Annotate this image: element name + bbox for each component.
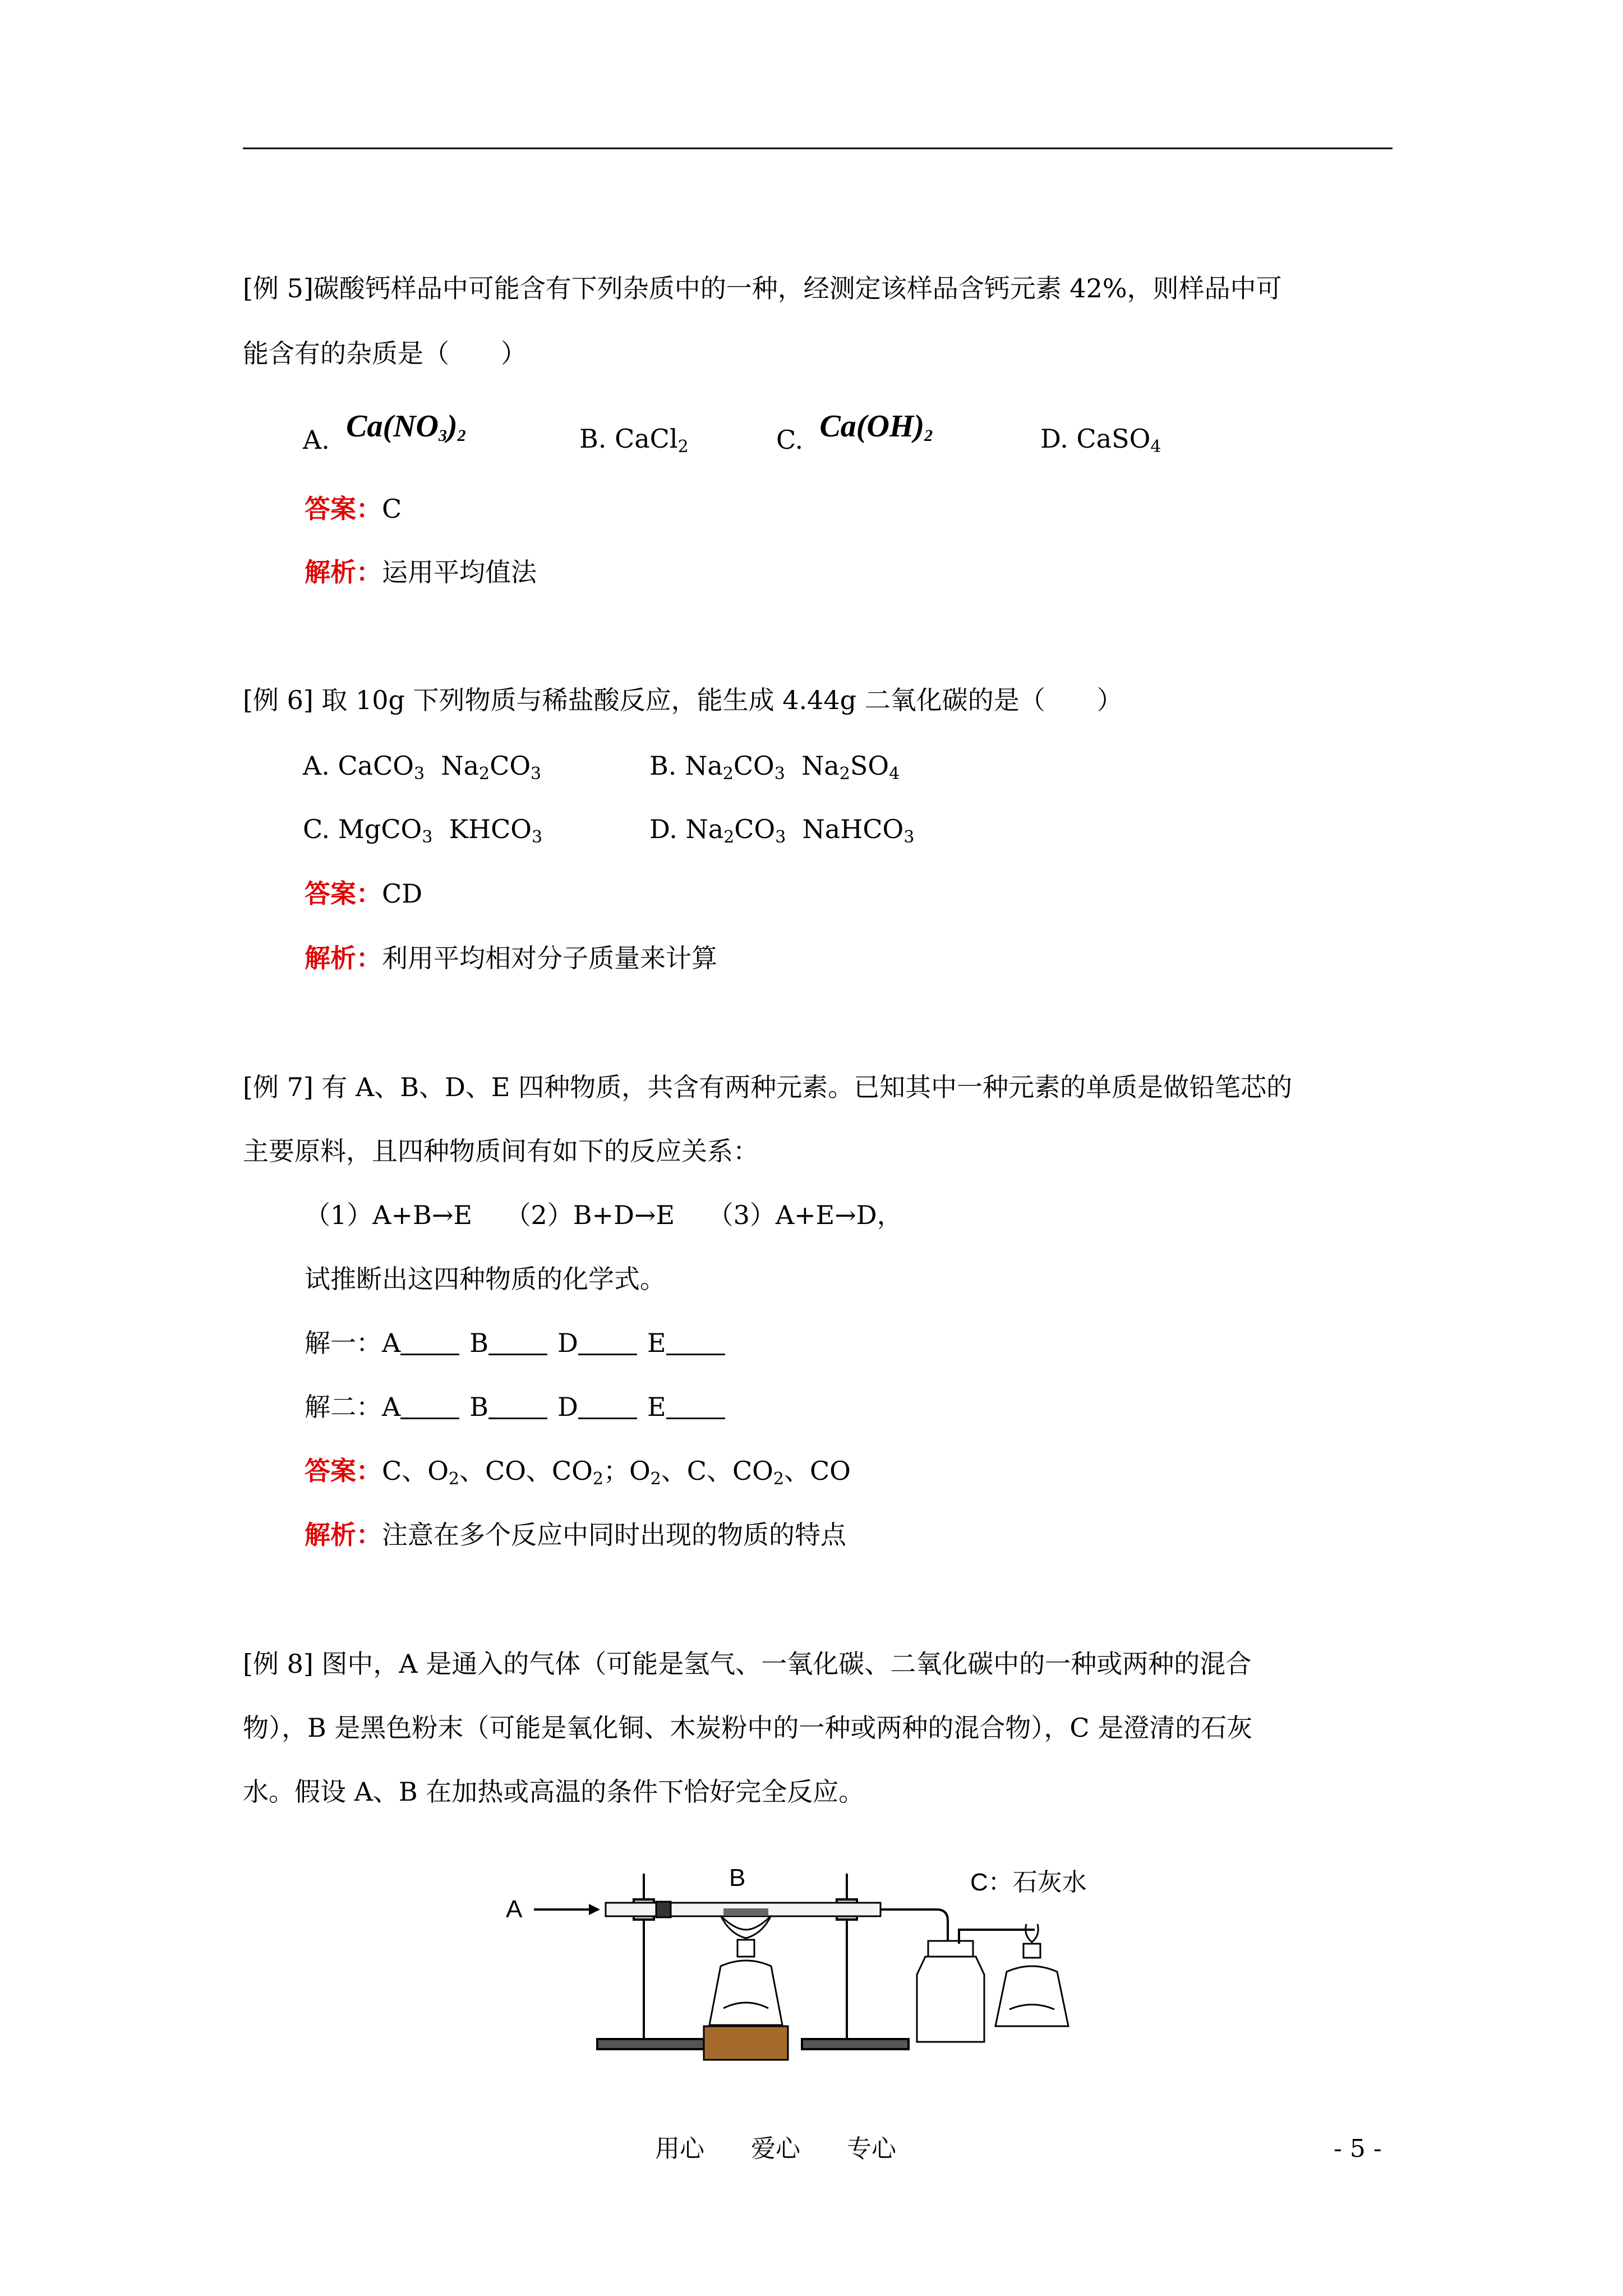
ex8-line2: 物），B 是黑色粉末（可能是氧化铜、木炭粉中的一种或两种的混合物），C 是澄清的石灰 xyxy=(243,1713,1253,1743)
arrow-right-icon: → xyxy=(634,1200,656,1230)
answer-blank[interactable] xyxy=(488,1329,547,1355)
label-a: A xyxy=(506,1895,523,1923)
ex5-line2: 能含有的杂质是（ ） xyxy=(243,338,527,369)
ex7-line1: [例 7] 有 A、B、D、E 四种物质，共含有两种元素。已知其中一种元素的单质是做铅笔芯的 xyxy=(243,1072,1293,1102)
ex5-option-a: A. $Ca(NO_3)_2$ xyxy=(303,409,466,455)
ex6-analysis: 解析：利用平均相对分子质量来计算 xyxy=(305,943,717,973)
footer-motto-1: 用心 xyxy=(655,2134,704,2163)
answer-blank[interactable] xyxy=(400,1329,459,1355)
ex5-answer: 答案：C xyxy=(305,494,402,524)
ex7-answer: 答案：C、$O_2$、CO、$CO_2$；$O_2$、C、$CO_2$、CO xyxy=(305,1456,851,1489)
arrow-right-icon: → xyxy=(431,1200,454,1230)
wooden-block xyxy=(704,2026,788,2060)
answer-blank[interactable] xyxy=(578,1329,637,1355)
burner-flame xyxy=(721,1916,771,1938)
page-number: - 5 - xyxy=(1334,2134,1382,2163)
footer-motto-3: 专心 xyxy=(847,2134,896,2163)
iron-stand-right xyxy=(802,1874,909,2049)
answer-blank[interactable] xyxy=(488,1393,547,1419)
ex7-analysis: 解析：注意在多个反应中同时出现的物质的特点 xyxy=(305,1520,846,1550)
iron-stand-left xyxy=(597,1874,712,2049)
answer-blank[interactable] xyxy=(666,1393,725,1419)
answer-blank[interactable] xyxy=(666,1329,725,1355)
ex8-line1: [例 8] 图中，A 是通入的气体（可能是氢气、一氧化碳、二氧化碳中的一种或两种的混合 xyxy=(243,1649,1252,1679)
arrow-right-icon: → xyxy=(834,1200,856,1230)
ex6-option-a: A. CaCO$_3$ $Na_2CO_3$ xyxy=(303,751,542,784)
ex6-option-b: B. $Na_2CO_3$ $Na_2SO_4$ xyxy=(649,751,900,784)
apparatus-figure xyxy=(499,1846,1127,2064)
alcohol-lamp-right xyxy=(995,1924,1068,2026)
alcohol-lamp-left xyxy=(709,1940,782,2025)
ex5-analysis: 解析：运用平均值法 xyxy=(305,557,537,587)
ex7-ask: 试推断出这四种物质的化学式。 xyxy=(305,1264,666,1294)
delivery-tube xyxy=(880,1910,948,1941)
ex7-line2: 主要原料，且四种物质间有如下的反应关系： xyxy=(243,1136,759,1166)
header-rule xyxy=(243,148,1393,149)
ex5-option-c: C. $Ca(OH)_2$ xyxy=(776,409,933,455)
ex7-solution-2: 解二：A B D E xyxy=(305,1390,735,1424)
ex7-reactions: （1）A+B→E （2）B+D→E （3）A+E→D， xyxy=(305,1200,903,1230)
answer-blank[interactable] xyxy=(400,1393,459,1419)
ex6-option-c: C. MgCO$_3$ $KHCO_3$ xyxy=(303,814,543,847)
black-powder xyxy=(723,1908,768,1915)
ex5-option-b: B. CaCl$_2$ xyxy=(579,424,689,457)
ex7-solution-1: 解一：A B D E xyxy=(305,1326,735,1360)
ex6-option-d: D. $Na_2CO_3$ NaHCO$_3$ xyxy=(649,814,915,847)
ex8-line3: 水。假设 A、B 在加热或高温的条件下恰好完全反应。 xyxy=(243,1777,865,1807)
ex5-option-d: D. CaSO$_4$ xyxy=(1040,424,1161,457)
answer-blank[interactable] xyxy=(578,1393,637,1419)
gas-bottle xyxy=(917,1941,984,2042)
footer-motto-2: 爱心 xyxy=(751,2134,800,2163)
label-b: B xyxy=(729,1864,746,1892)
ex5-line1: [例 5]碳酸钙样品中可能含有下列杂质中的一种，经测定该样品含钙元素 42%，则样品中可 xyxy=(243,273,1282,303)
ex6-answer: 答案：CD xyxy=(305,878,423,909)
ex6-line1: [例 6] 取 10g 下列物质与稀盐酸反应，能生成 4.44g 二氧化碳的是（ ） xyxy=(243,685,1123,715)
label-c: C：石灰水 xyxy=(970,1869,1087,1896)
